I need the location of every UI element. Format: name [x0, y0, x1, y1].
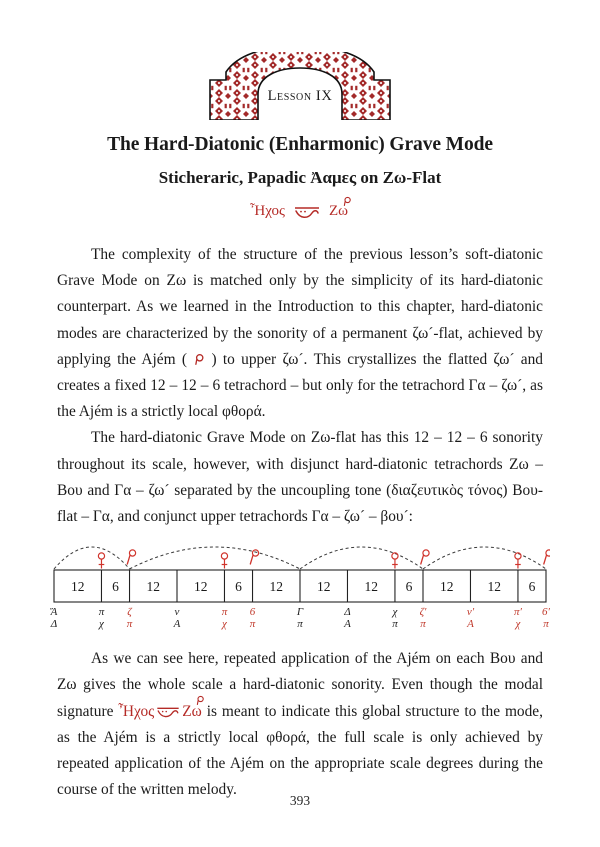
- para-1-run-1: The complexity of the structure of the previous lesson’s soft-diatonic Grave Mode on Ζω is matched only by the simplicity of its hard-diatonic counterpart. As we learned in the Introduction to this chapter, hard-diatonic modes are characterized by the sonority of a permanent ζω´-flat, achieved by applying the Ajém (: [57, 246, 543, 368]
- interval-value: 12: [364, 579, 378, 595]
- martyria-lower: χ: [99, 618, 104, 631]
- martyria-lower: π: [392, 618, 398, 631]
- martyria-upper: Γ: [296, 606, 304, 619]
- interval-value: 6: [528, 579, 536, 595]
- martyria-upper: 6: [249, 606, 256, 619]
- interval-value: 6: [112, 579, 119, 595]
- modal-signature-neume-icon: [292, 202, 322, 220]
- scale-diagram-svg: [50, 544, 550, 636]
- paragraph-1: [57, 242, 543, 425]
- ajem-marker-icon: [544, 550, 550, 564]
- modal-signature: [0, 202, 600, 228]
- para-2-run-1: The hard-diatonic Grave Mode on Ζω-flat has this 12 – 12 – 6 sonority throughout its scale, however, with disjunct hard-diatonic tetrachords Ζω – Βου and Γα – ζω´ separated by the uncoupling tone (διαζευτικὸς τόνος) Βου-flat – Γα, and conjunct upper tetrachords Γα – ζω´ – βου´:: [57, 429, 543, 526]
- tetrachord-arcs: [54, 547, 546, 569]
- phthora-marker-icon: [221, 553, 227, 569]
- arch-ornament-svg: [192, 52, 408, 120]
- interval-value: 6: [235, 579, 242, 595]
- marker-loop: [392, 553, 398, 559]
- modal-signature-note-text: Ζω: [328, 202, 349, 219]
- para-3-run-3: is meant to indicate this global structure to the mode, as the Ajém is a strictly local φθορά, the full scale is only achieved by repeated application of the Ajém on the appropriate scale degrees during the course of the written melody.: [57, 702, 543, 799]
- interval-value: 12: [439, 579, 454, 595]
- interval-value: 6: [405, 579, 413, 595]
- tetrachord-arc: [423, 547, 546, 569]
- body-column: [57, 228, 543, 530]
- inline-ajem-icon: [195, 695, 205, 705]
- interval-boxes: [54, 570, 546, 602]
- interval-value: 12: [487, 579, 501, 595]
- ajem-markers: [98, 550, 550, 569]
- tetrachord-arc: [54, 547, 130, 569]
- paragraph-3: [57, 646, 543, 803]
- lesson-label: Lesson IX: [267, 88, 333, 104]
- martyria-upper: π: [221, 606, 228, 619]
- martyria-lower: π: [126, 618, 133, 631]
- martyria-lower: Α: [173, 618, 181, 631]
- martyria-upper: ζ: [127, 606, 132, 619]
- para-1-run-3: ) to upper ζω´. This crystallizes the flatted ζω´ and creates a fixed 12 – 12 – 6 tetrachord – but only for the tetrachord Γα – ζω´, as the Ajém is a strictly local φθορά.: [57, 350, 543, 421]
- lesson-header: [0, 0, 600, 120]
- para-3-run-1: As we can see here, repeated application of the Ajém on each Βου and Ζω gives the whole scale a hard-diatonic sonority. Even though the modal signature: [57, 650, 543, 720]
- martyria-lower: Α: [467, 618, 474, 631]
- byzantine-arch-ornament: [192, 52, 408, 120]
- martyria-lower: π: [297, 618, 303, 631]
- ajem-marker-icon: [421, 550, 429, 564]
- martyria-upper: ζ′: [419, 606, 427, 619]
- martyria-lower: π: [249, 618, 256, 631]
- martyria-lower: π: [420, 618, 426, 631]
- scale-diagram: [50, 544, 550, 636]
- martyria-lower: χ: [222, 618, 227, 631]
- interval-value: 12: [70, 579, 85, 595]
- marker-loop: [221, 553, 227, 559]
- ajem-icon: [342, 196, 352, 206]
- martyria-upper: Δ: [344, 606, 351, 619]
- interval-value: 12: [146, 579, 161, 595]
- interval-value: 12: [316, 579, 331, 595]
- interval-value: 12: [269, 579, 284, 595]
- inline-sig-note: [182, 703, 202, 720]
- inline-sig-echos: Ἦχος: [118, 702, 155, 720]
- inline-sig-note-text: Ζω: [182, 702, 202, 720]
- phthora-marker-icon: [98, 553, 104, 569]
- inline-modal-signature: [118, 703, 201, 720]
- page-title: The Hard-Diatonic (Enharmonic) Grave Mode: [107, 134, 493, 155]
- martyria-lower: Α: [344, 618, 351, 631]
- martyria-upper: ν: [174, 606, 180, 619]
- martyria-upper: π: [98, 606, 105, 619]
- martyria-upper: π′: [513, 606, 522, 619]
- martyria-lower: χ: [515, 618, 521, 631]
- martyria-lower: π: [543, 618, 549, 631]
- inline-neume-icon: [154, 703, 182, 719]
- paragraph-2: [57, 425, 543, 530]
- marker-loop: [515, 553, 521, 559]
- body-column-lower: [57, 636, 543, 803]
- ajem-marker-icon: [127, 550, 135, 564]
- martyria-upper: ν′: [466, 606, 475, 619]
- modal-signature-echos: Ἦχος: [249, 202, 285, 219]
- page-subtitle: Sticheraric, Papadic Ἀαμες on Ζω-Flat: [158, 168, 442, 187]
- tetrachord-arc: [130, 547, 300, 569]
- tetrachord-arc: [300, 547, 423, 569]
- ajem-icon-inline: [193, 353, 205, 365]
- modal-signature-note: [329, 204, 350, 219]
- interval-value: 12: [193, 579, 208, 595]
- phthora-marker-icon: [515, 553, 521, 569]
- marker-tail: [250, 556, 253, 565]
- martyria-lower: Δ: [50, 618, 58, 631]
- martyria-upper: χ: [392, 606, 398, 619]
- marker-tail: [544, 556, 547, 565]
- phthora-marker-icon: [392, 553, 398, 569]
- martyria-upper: 6′: [542, 606, 550, 619]
- marker-tail: [421, 556, 424, 565]
- marker-loop: [98, 553, 104, 559]
- marker-tail: [127, 556, 130, 565]
- scale-degree-martyria: [50, 606, 550, 630]
- page-number: 393: [289, 793, 311, 808]
- martyria-upper: Ἄ: [50, 606, 58, 619]
